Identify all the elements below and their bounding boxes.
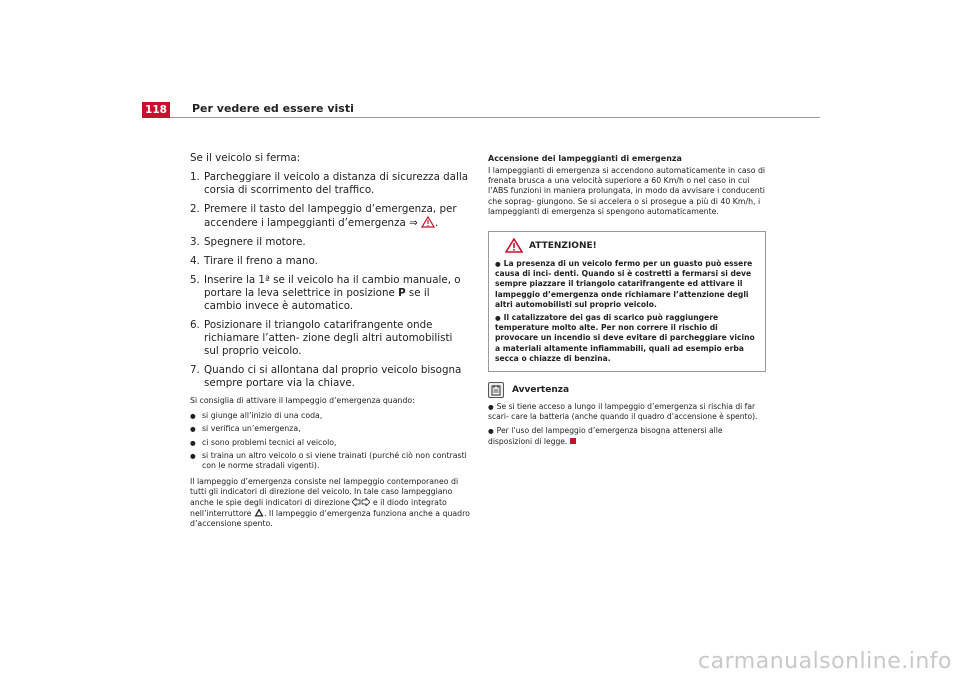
advice-block	[190, 396, 470, 529]
section-body: I lampeggianti di emergenza si accendono automaticamente in caso di frenata brusca a una velocità superiore a 60 Km/h o nel caso in cui l’ABS funzioni in maniera prolungata, in modo da avvisare i conducenti che soprag- giungono. Se si accelera o si prosegue a più di 40 Km/h, i lampeggianti di emergenza si spengono automaticamente.	[488, 166, 766, 216]
steps-list	[190, 171, 470, 390]
page-number: 118	[142, 102, 170, 118]
list-item: ● si traina un altro veicolo o si viene trainati (purché ciò non contrasti con le norme stradali vigenti).	[190, 451, 470, 471]
list-item: ● Il catalizzatore dei gas di scarico può raggiungere temperature molto alte. Per non correre il rischio di provocare un incendio si deve evitare di parcheggiare vicino a materiali altamente infiammabili, quali ad esempio erba secca o chiazze di benzina.	[495, 313, 755, 363]
warning-title: ATTENZIONE!	[529, 240, 597, 251]
warning-list	[495, 259, 759, 364]
list-item: ● Per l’uso del lampeggio d’emergenza bisogna attenersi alle disposizioni di legge.	[488, 426, 723, 446]
note-icon	[488, 382, 504, 398]
advice-list	[190, 411, 470, 471]
step-item: 2. Premere il tasto del lampeggio d’emergenza, per accendere i lampeggianti d’emergenza ⇒ .	[190, 203, 457, 229]
step-item: 6. Posizionare il triangolo catarifrangente onde richiamare l’atten- zione degli altri automobilisti sul proprio veicolo.	[190, 319, 453, 357]
list-item: ● ci sono problemi tecnici al veicolo,	[190, 438, 470, 448]
warning-triangle-icon	[505, 238, 523, 253]
closing-paragraph: Il lampeggio d’emergenza consiste nel lampeggio contemporaneo di tutti gli indicatori di direzione del veicolo. In tale caso lampeggiano anche le spie degli indicatori di direzione e il diodo integrato nell’interruttore . Il lampeggio d’emergenza funziona anche a quadro d’accensione spento.	[190, 477, 470, 529]
note-list	[488, 402, 766, 447]
watermark: carmanualsonline.info	[698, 649, 952, 674]
header-divider	[170, 117, 820, 118]
header-title: Per vedere ed essere visti	[192, 102, 354, 115]
section-title: Accensione dei lampeggianti di emergenza	[488, 154, 682, 163]
right-column	[488, 154, 766, 451]
note-header	[488, 382, 766, 398]
step-item: 5. Inserire la 1ª se il veicolo ha il cambio manuale, o portare la leva selettrice in posizione P se il cambio invece è automatico.	[190, 274, 461, 312]
list-item: ● Se si tiene acceso a lungo il lampeggio d’emergenza si rischia di far scari- care la batteria (anche quando il quadro d’accensione è spento).	[488, 402, 758, 422]
list-item: ● La presenza di un veicolo fermo per un guasto può essere causa di inci- denti. Quando si è costretti a fermarsi si deve sempre piazzare il triangolo catarifrangente ed attivare il lampeggio d’emergenza onde richiamare l’attenzione degli altri automobilisti sul proprio veicolo.	[495, 259, 753, 309]
warning-box	[488, 231, 766, 372]
warning-header	[495, 238, 759, 253]
list-item: ● si verifica un’emergenza,	[190, 424, 470, 434]
note-title: Avvertenza	[512, 385, 570, 396]
end-marker-icon	[570, 438, 576, 444]
advice-intro: Si consiglia di attivare il lampeggio d’emergenza quando:	[190, 396, 415, 405]
list-item: ● si giunge all’inizio di una coda,	[190, 411, 470, 421]
intro-text: Se il veicolo si ferma:	[190, 152, 301, 164]
step-item: 4. Tirare il freno a mano.	[190, 255, 318, 267]
step-item: 1. Parcheggiare il veicolo a distanza di sicurezza dalla corsia di scorrimento del traffico.	[190, 171, 469, 196]
left-column	[190, 152, 470, 534]
hazard-switch-icon	[254, 508, 264, 517]
step-item: 7. Quando ci si allontana dal proprio veicolo bisogna sempre portare via la chiave.	[190, 364, 462, 389]
step-item: 3. Spegnere il motore.	[190, 236, 306, 248]
warning-triangle-icon	[421, 216, 435, 228]
turn-signal-arrows-icon	[352, 498, 370, 506]
